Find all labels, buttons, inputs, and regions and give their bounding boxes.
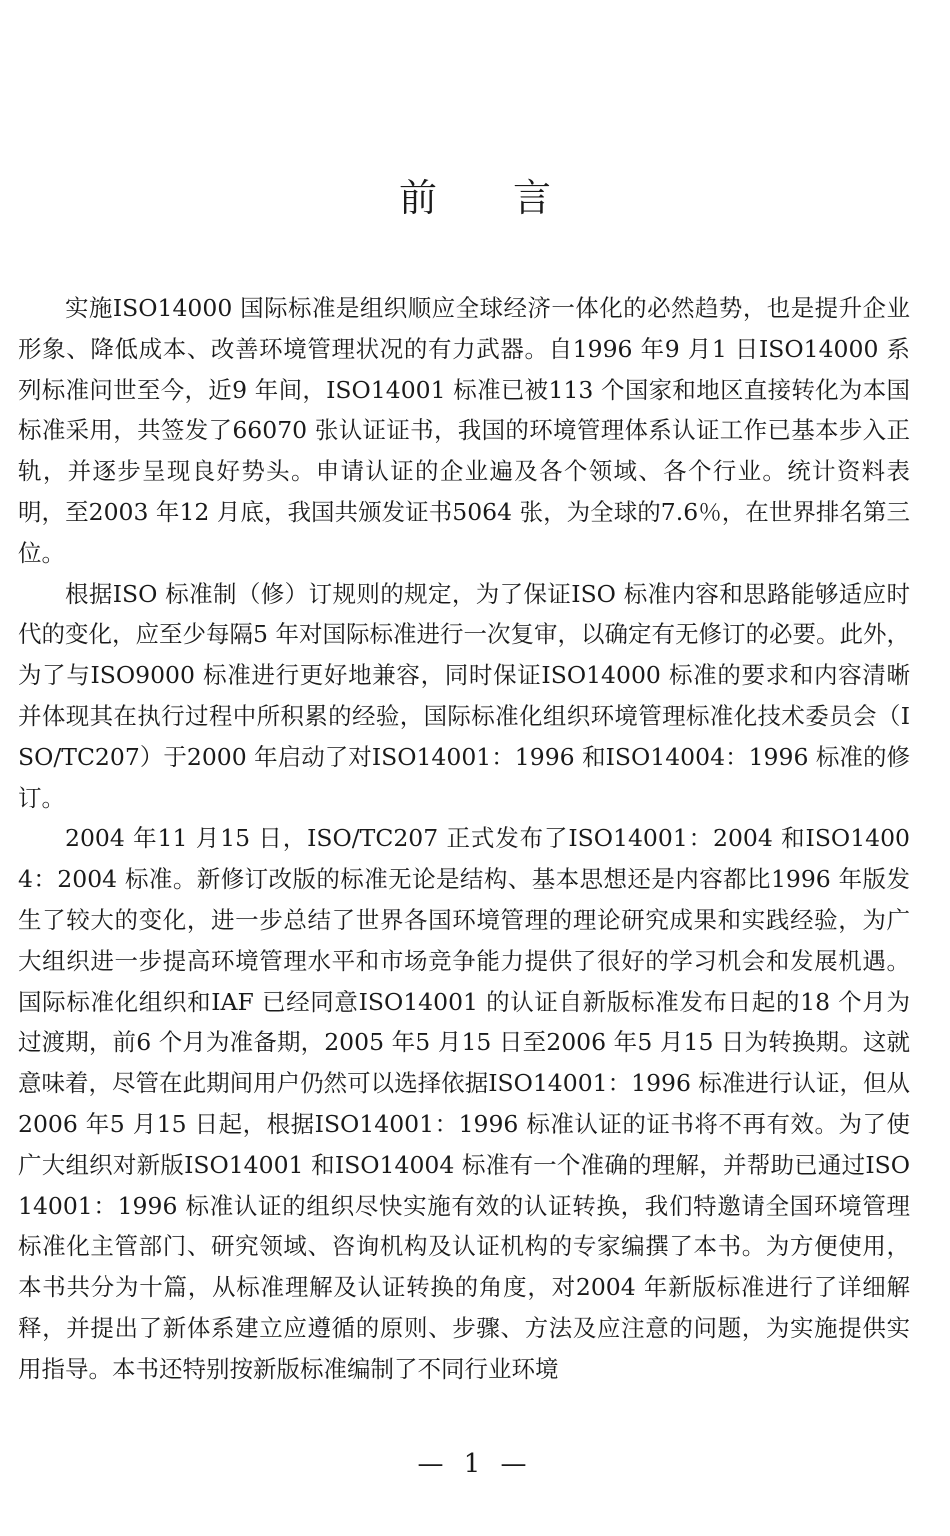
page-number: — 1 — bbox=[417, 1449, 533, 1479]
page-title: 前言 bbox=[398, 176, 627, 220]
paragraph-3: 2004 年11 月15 日，ISO/TC207 正式发布了ISO14001：2004 和ISO14004：2004 标准。新修订改版的标准无论是结构、基本思想还是内容都比1996 年版发生了较大的变化，进一步总结了世界各国环境管理的理论研究成果和实践经验，为广大组织进一步提高环境管理水平和市场竞争能力提供了很好的学习机会和发展机遇。国际标准化组织和IAF 已经同意ISO14001 的认证自新版标准发布日起的18 个月为过渡期，前6 个月为准备期，2005 年5 月15 日至2006 年5 月15 日为转换期。这就意味着，尽管在此期间用户仍然可以选择依据ISO14001：1996 标准进行认证，但从2006 年5 月15 日起，根据ISO14001：1996 标准认证的证书将不再有效。为了使广大组织对新版ISO14001 和ISO14004 标准有一个准确的理解，并帮助已通过ISO14001：1996 标准认证的组织尽快实施有效的认证转换，我们特邀请全国环境管理标准化主管部门、研究领域、咨询机构及认证机构的专家编撰了本书。为方便使用，本书共分为十篇，从标准理解及认证转换的角度，对2004 年新版标准进行了详细解释，并提出了新体系建立应遵循的原则、步骤、方法及应注意的问题，为实施提供实用指导。本书还特别按新版标准编制了不同行业环境 bbox=[18, 824, 910, 1383]
body-text bbox=[18, 288, 910, 1390]
paragraph-2: 根据ISO 标准制（修）订规则的规定，为了保证ISO 标准内容和思路能够适应时代的变化，应至少每隔5 年对国际标准进行一次复审，以确定有无修订的必要。此外，为了与ISO9000 标准进行更好地兼容，同时保证ISO14000 标准的要求和内容清晰并体现其在执行过程中所积累的经验，国际标准化组织环境管理标准化技术委员会（ISO/TC207）于2000 年启动了对ISO14001：1996 和ISO14004：1996 标准的修订。 bbox=[18, 579, 910, 812]
paragraph-1: 实施ISO14000 国际标准是组织顺应全球经济一体化的必然趋势，也是提升企业形象、降低成本、改善环境管理状况的有力武器。自1996 年9 月1 日ISO14000 系列标准问世至今，近9 年间，ISO14001 标准已被113 个国家和地区直接转化为本国标准采用，共签发了66070 张认证证书，我国的环境管理体系认证工作已基本步入正轨，并逐步呈现良好势头。申请认证的企业遍及各个领域、各个行业。统计资料表明，至2003 年12 月底，我国共颁发证书5064 张，为全球的7.6％，在世界排名第三位。 bbox=[18, 294, 910, 567]
